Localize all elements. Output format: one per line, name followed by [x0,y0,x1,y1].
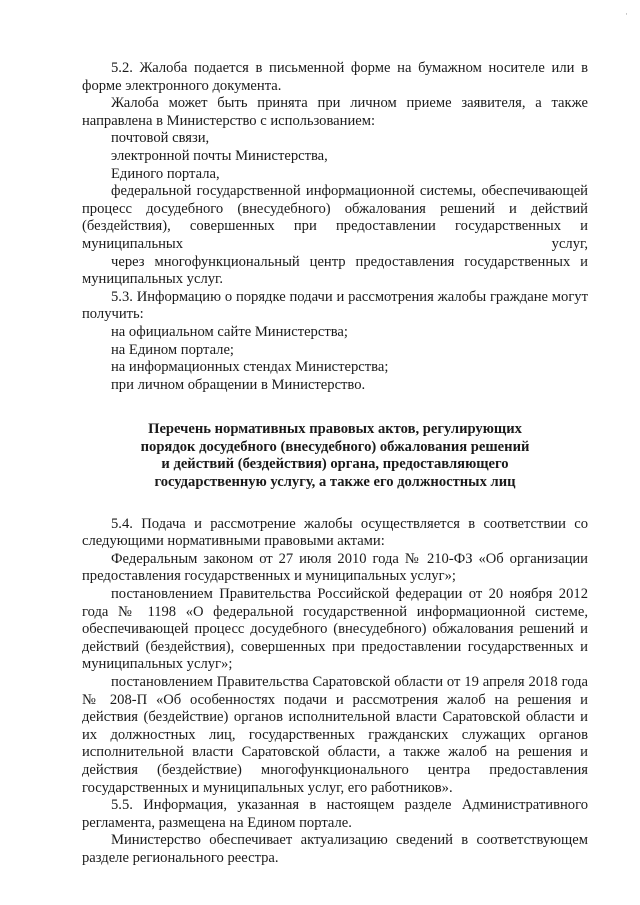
page-corner-mark: · [625,10,628,20]
list-item-portal: Единого портала, [111,165,220,182]
paragraph-5-3: 5.3. Информацию о порядке подачи и рассмотрения жалобы граждане могут получить: [82,288,588,323]
paragraph-5-2-channels-intro: Жалоба может быть принята при личном приеме заявителя, а также направлена в Министерство с использованием: [82,95,588,129]
list-item-mfc: через многофункциональный центр предоставления государственных и муниципальных услуг. [82,253,588,288]
heading-line: государственную услугу, а также его должностных лиц [154,474,516,491]
list-item-federal-system: федеральной государственной информационной системы, обеспечивающей процесс досудебного (внесудебного) обжалования решений и действий (бездействия), совершенных при предоставлении государственных и муниципальных услуг, [82,183,588,252]
list-item-postal: почтовой связи, [111,130,210,147]
document-body [82,60,588,868]
paragraph-registry-update: Министерство обеспечивает актуализацию сведений в соответствующем разделе регионального реестра. [82,832,588,866]
legal-act-regional-decree: постановлением Правительства Саратовской области от 19 апреля 2018 года № 208-П «Об особенностях подачи и рассмотрения жалоб на решения и действия (бездействие) органов исполнительной власти Саратовской области и их должностных лиц, государственных гражданских служащих органов исполнительной власти Саратовской области, а также жалоб на решения и действия (бездействие) многофункционального центра предоставления государственных и муниципальных услуг, его работников». [82,674,588,796]
heading-line: Перечень нормативных правовых актов, регулирующих [148,421,522,438]
paragraph-5-4: 5.4. Подача и рассмотрение жалобы осуществляется в соответствии со следующими нормативными правовыми актами: [82,515,588,550]
list-item-personal-visit: при личном обращении в Министерство. [111,376,366,393]
heading-line: порядок досудебного (внесудебного) обжалования решений [140,438,530,455]
paragraph-5-5: 5.5. Информация, указанная в настоящем разделе Административного регламента, размещена на Едином портале. [82,797,588,831]
list-item-official-site: на официальном сайте Министерства; [111,323,348,340]
section-heading [82,421,588,491]
heading-line: и действий (бездействия) органа, предоставляющего [161,456,509,473]
paragraph-5-2: 5.2. Жалоба подается в письменной форме на бумажном носителе или в форме электронного документа. [82,60,588,94]
legal-act-government-decree: постановлением Правительства Российской федерации от 20 ноября 2012 года № 1198 «О федеральной государственной информационной системе, обеспечивающей процесс досудебного (внесудебного) обжалования решений и действий (бездействия), совершенных при предоставлении государственных и муниципальных услуг»; [82,586,588,673]
legal-act-federal-law: Федеральным законом от 27 июля 2010 года № 210-ФЗ «Об организации предоставления государственных и муниципальных услуг»; [82,550,588,585]
list-item-email: электронной почты Министерства, [111,147,328,164]
list-item-info-stands: на информационных стендах Министерства; [111,359,389,376]
list-item-single-portal: на Едином портале; [111,341,234,358]
